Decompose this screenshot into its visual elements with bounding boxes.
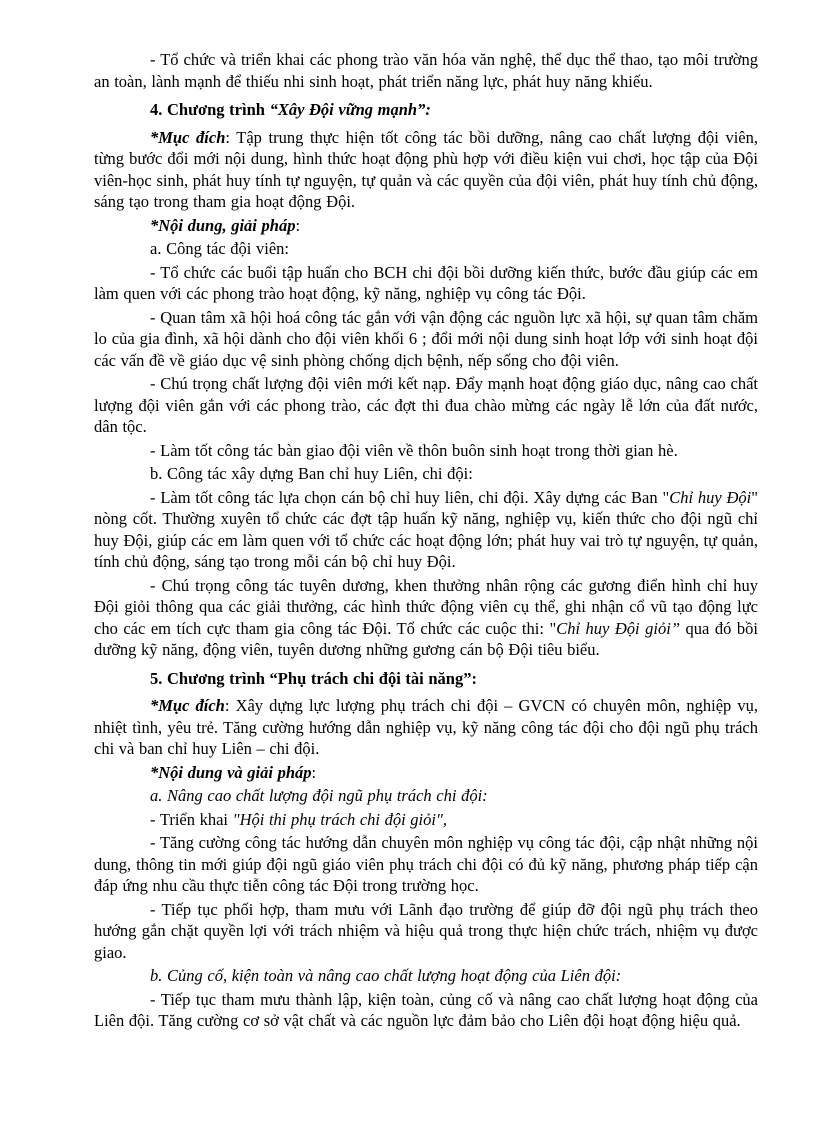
text-run: : Xây dựng lực lượng phụ trách chi đội – GVCN có chuyên môn, nghiệp vụ, nhiệt tình, yêu trẻ. Tăng cường hướng dẫn nghiệp vụ, kỹ năng công tác đội cho đội ngũ phụ trách chi và ban chỉ huy Liên – chi đội. <box>94 696 758 758</box>
text-run: b. Củng cố, kiện toàn và nâng cao chất lượng hoạt động của Liên đội: <box>150 966 622 985</box>
paragraph <box>94 832 758 897</box>
paragraph <box>94 127 758 213</box>
text-run: - Tổ chức và triển khai các phong trào văn hóa văn nghệ, thể dục thể thao, tạo môi trường an toàn, lành mạnh để thiếu nhi sinh hoạt, phát triển năng lực, phát huy năng khiếu. <box>94 50 758 91</box>
text-run: : <box>311 762 317 782</box>
text-run: - Quan tâm xã hội hoá công tác gắn với vận động các nguồn lực xã hội, sự quan tâm chăm lo của gia đình, xã hội dành cho đội viên khối 6 ; đổi mới nội dung sinh hoạt lớp với sinh hoạt đội các vấn đề về giáo dục vệ sinh phòng chống dịch bệnh, nếp sống cho đội viên. <box>94 307 758 370</box>
paragraph <box>94 785 758 807</box>
text-run: - Chú trọng công tác tuyên dương, khen thưởng nhân rộng các gương điển hình chỉ huy Đội giỏi thông qua các giải thưởng, các hình thức động viên cụ thể, ghi nhận cổ vũ tạo động lực cho các em tích cực tham gia công tác Đội. Tổ chức các cuộc thi: " <box>94 575 758 638</box>
text-run: a. Công tác đội viên: <box>150 239 290 258</box>
paragraph <box>94 463 758 485</box>
text-run: 5. Chương trình “Phụ trách chi đội tài năng”: <box>150 668 477 688</box>
text-run: *Nội dung, giải pháp <box>150 215 296 235</box>
paragraph <box>94 238 758 260</box>
text-run: - Làm tốt công tác lựa chọn cán bộ chỉ huy liên, chi đội. Xây dựng các Ban " <box>150 487 670 507</box>
paragraph <box>94 440 758 462</box>
text-run: - Triển khai <box>150 809 233 829</box>
text-run: - Tăng cường công tác hướng dẫn chuyên môn nghiệp vụ công tác đội, cập nhật những nội dung, thông tin mới giúp đội ngũ giáo viên phụ trách chi đội có đủ kỹ năng, phương pháp tiếp cận đáp ứng nhu cầu thực tiễn công tác Đội trong trường học. <box>94 833 758 895</box>
text-run: "Hội thi phụ trách chi đội giỏi", <box>232 809 448 829</box>
text-run: “Xây Đội vững mạnh”: <box>269 100 431 119</box>
text-run: - Tiếp tục tham mưu thành lập, kiện toàn, củng cố và nâng cao chất lượng hoạt động của Liên đội. Tăng cường cơ sở vật chất và các nguồn lực đảm bảo cho Liên đội hoạt động hiệu quả. <box>94 989 758 1030</box>
text-run: *Mục đích <box>150 696 225 715</box>
text-run: - Tổ chức các buổi tập huấn cho BCH chi đội bồi dưỡng kiến thức, bước đầu giúp các em làm quen với các phong trào hoạt động, kỹ năng, nghiệp vụ công tác Đội. <box>94 262 758 303</box>
section-5-heading <box>94 668 758 690</box>
text-run: qua đó bồi dưỡng kỹ năng, động viên, tuyên dương những gương cán bộ Đội tiêu biểu. <box>94 618 758 659</box>
paragraph <box>94 215 758 237</box>
paragraph <box>94 762 758 784</box>
paragraph <box>94 989 758 1032</box>
paragraph <box>94 809 758 831</box>
text-run: *Mục đích <box>150 127 226 147</box>
paragraph <box>94 262 758 305</box>
text-run: - Tiếp tục phối hợp, tham mưu với Lãnh đạo trường để giúp đỡ đội ngũ phụ trách theo hướng gắn chặt quyền lợi với trách nhiệm và hiệu quả trong thực hiện chức trách, nhiệm vụ được giao. <box>94 899 758 962</box>
text-run: : Tập trung thực hiện tốt công tác bồi dưỡng, nâng cao chất lượng đội viên, từng bước đổi mới nội dung, hình thức hoạt động phù hợp với điều kiện vui chơi, học tập của Đội viên-học sinh, phát huy tính tự nguyện, tự quản và các quyền của đội viên, phát huy tính chủ động, sáng tạo trong tham gia hoạt động Đội. <box>94 127 758 211</box>
text-run: Chỉ huy Đội <box>669 487 752 507</box>
text-run: *Nội dung và giải pháp <box>150 762 312 782</box>
paragraph <box>94 899 758 964</box>
text-run: 4. Chương trình <box>150 100 270 119</box>
paragraph <box>94 487 758 573</box>
text-run: - Chú trọng chất lượng đội viên mới kết nạp. Đẩy mạnh hoạt động giáo dục, nâng cao chất lượng đội viên gắn với các phong trào, các đợt thi đua chào mừng các ngày lễ lớn của đất nước, dân tộc. <box>94 374 758 436</box>
text-run: - Làm tốt công tác bàn giao đội viên về thôn buôn sinh hoạt trong thời gian hè. <box>150 440 678 460</box>
paragraph <box>94 307 758 372</box>
text-run: " nòng cốt. Thường xuyên tổ chức các đợt tập huấn kỹ năng, nghiệp vụ, kiến thức cho đội ngũ chỉ huy Đội, giúp các em làm quen với tổ chức các hoạt động lớn; phát huy vai trò tự nguyện, tự quản, tính chủ động, sáng tạo trong mỗi cán bộ chỉ huy Đội. <box>94 487 758 571</box>
paragraph <box>94 965 758 987</box>
paragraph <box>94 49 758 92</box>
paragraph <box>94 575 758 661</box>
section-4-heading <box>94 99 758 121</box>
paragraph <box>94 373 758 438</box>
paragraph <box>94 695 758 760</box>
text-run: Chỉ huy Đội giỏi” <box>556 618 681 638</box>
text-run: a. Nâng cao chất lượng đội ngũ phụ trách chi đội: <box>150 786 488 805</box>
text-run: b. Công tác xây dựng Ban chỉ huy Liên, chi đội: <box>150 464 473 483</box>
text-run: : <box>295 215 301 235</box>
document-body <box>94 49 758 1032</box>
